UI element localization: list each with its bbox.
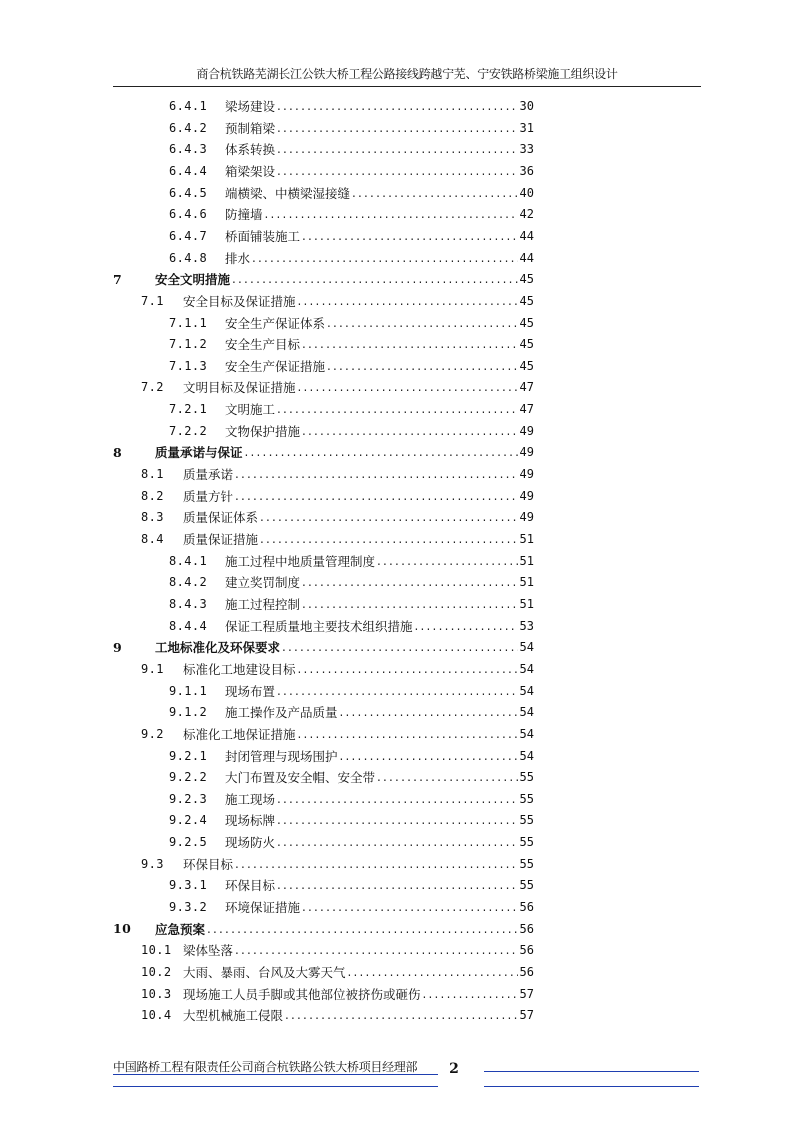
toc-entry-number: 9.3.1 [169,878,208,893]
toc-entry-number: 7 [113,271,123,287]
toc-entry-title: 应急预案 [155,921,206,937]
toc-entry-number: 10.2 [141,965,172,979]
toc-entry-page: 57 [519,1008,534,1023]
toc-leader-dots [207,922,518,936]
toc-leader-dots [252,251,518,265]
toc-entry-title: 现场布置 [225,683,276,699]
toc-entry[interactable] [169,789,534,809]
toc-leader-dots [235,943,518,957]
toc-entry-title: 现场施工人员手脚或其他部位被挤伤或砸伤 [183,986,421,1002]
toc-entry-title: 安全生产保证措施 [225,358,326,374]
toc-entry[interactable] [141,464,534,484]
toc-leader-dots [277,878,518,892]
toc-entry[interactable] [169,681,534,701]
toc-entry[interactable] [169,139,534,159]
toc-entry-number: 10.1 [141,943,172,958]
footer-rule [113,1074,438,1075]
toc-leader-dots [245,445,518,459]
toc-entry-number: 7.1.2 [169,337,208,352]
toc-entry[interactable] [113,442,534,462]
toc-leader-dots [277,684,518,698]
toc-entry-title: 文物保护措施 [225,423,301,439]
toc-entry-page: 56 [519,965,534,979]
toc-entry[interactable] [169,118,534,138]
toc-entry[interactable] [169,421,534,441]
toc-leader-dots [302,229,518,243]
toc-entry[interactable] [141,486,534,506]
toc-entry[interactable] [141,659,534,679]
toc-entry-number: 9.1.1 [169,683,208,698]
toc-entry-page: 44 [519,228,534,243]
toc-entry-page: 53 [519,618,534,633]
toc-leader-dots [282,640,518,654]
page-number: 2 [449,1061,459,1077]
toc-entry-title: 标准化工地建设目标 [183,661,296,677]
toc-entry-title: 大型机械施工侵限 [183,1008,284,1024]
toc-entry-page: 54 [519,748,534,763]
toc-entry[interactable] [113,919,534,939]
toc-entry-page: 49 [519,467,534,482]
toc-leader-dots [277,813,518,827]
toc-entry-title: 梁场建设 [225,99,276,114]
toc-entry-page: 56 [519,921,534,936]
toc-entry[interactable] [169,810,534,830]
toc-entry-page: 54 [519,661,534,676]
toc-entry[interactable] [169,334,534,354]
toc-entry-page: 55 [519,770,534,785]
toc-leader-dots [298,662,518,676]
toc-entry-title: 施工操作及产品质量 [225,705,338,721]
toc-entry-number: 7.1.1 [169,315,208,330]
toc-entry-page: 47 [519,402,534,417]
toc-entry-title: 环境保证措施 [225,900,301,916]
toc-leader-dots [327,316,518,330]
toc-entry-title: 文明施工 [225,402,276,418]
toc-entry-page: 40 [519,185,534,200]
toc-entry[interactable] [169,594,534,614]
toc-entry[interactable] [169,248,534,268]
toc-entry[interactable] [169,702,534,722]
toc-entry-number: 9 [113,639,123,655]
toc-leader-dots [298,380,518,394]
toc-entry-page: 49 [519,445,534,460]
toc-entry-page: 31 [519,120,534,135]
toc-entry[interactable] [141,962,534,982]
footer-rule [484,1086,699,1087]
document-title: 商合杭铁路芜湖长江公铁大桥工程公路接线跨越宁芜、宁安铁路桥梁施工组织设计 [196,67,618,81]
toc-leader-dots [377,554,518,568]
toc-entry-page: 45 [519,272,534,287]
toc-entry-number: 10 [113,921,132,937]
toc-leader-dots [340,749,518,763]
toc-entry-page: 45 [519,337,534,352]
toc-leader-dots [302,575,518,589]
toc-entry[interactable] [169,399,534,419]
toc-leader-dots [277,142,518,156]
toc-entry-page: 57 [519,986,534,1001]
toc-leader-dots [298,727,518,741]
toc-entry[interactable] [141,724,534,744]
toc-entry-number: 9.3 [141,856,164,871]
toc-entry-page: 42 [519,207,534,222]
toc-leader-dots [277,792,518,806]
toc-entry-number: 9.2.4 [169,813,208,828]
toc-entry-page: 55 [519,856,534,871]
toc-entry-number: 6.4.5 [169,185,208,200]
toc-entry-number: 7.2.2 [169,423,208,438]
toc-entry-page: 55 [519,791,534,806]
toc-entry-number: 9.3.2 [169,900,208,915]
toc-leader-dots [277,835,518,849]
toc-entry-page: 45 [519,315,534,330]
toc-leader-dots [277,164,518,178]
toc-leader-dots [348,965,518,979]
toc-entry-title: 体系转换 [225,142,276,158]
toc-entry-number: 6.4.2 [169,120,208,135]
toc-entry-number: 8.2 [141,488,164,503]
toc-entry-page: 51 [519,575,534,590]
toc-entry-title: 预制箱梁 [225,120,276,136]
toc-entry-number: 8.4.4 [169,618,208,633]
toc-entry-title: 防撞墙 [225,207,263,223]
toc-entry-page: 33 [519,142,534,157]
toc-entry[interactable] [169,875,534,895]
toc-entry-number: 7.1.3 [169,358,208,373]
toc-entry-title: 保证工程质量地主要技术组织措施 [225,618,413,634]
toc-entry-title: 质量保证措施 [183,532,259,547]
toc-entry[interactable] [141,377,534,397]
toc-entry[interactable] [141,529,534,549]
toc-entry-number: 6.4.6 [169,207,208,222]
toc-leader-dots [285,1008,518,1022]
toc-entry-number: 9.2.1 [169,748,208,763]
toc-leader-dots [302,597,518,611]
toc-entry-title: 环保目标 [183,856,234,872]
toc-entry-page: 49 [519,510,534,525]
toc-entry-title: 大雨、暴雨、台风及大雾天气 [183,965,346,980]
toc-leader-dots [235,489,518,503]
toc-entry-title: 现场标牌 [225,813,276,829]
toc-entry-title: 建立奖罚制度 [225,575,301,591]
toc-leader-dots [265,207,518,221]
toc-entry-number: 9.2.2 [169,770,208,785]
toc-entry-title: 梁体坠落 [183,943,234,959]
toc-entry[interactable] [141,854,534,874]
toc-entry[interactable] [169,746,534,766]
toc-leader-dots [302,900,518,914]
toc-entry[interactable] [169,767,534,787]
toc-entry[interactable] [113,269,534,289]
toc-entry-page: 51 [519,596,534,611]
toc-entry-number: 7.2 [141,380,164,395]
toc-entry-title: 质量方针 [183,488,234,504]
toc-entry[interactable] [169,572,534,592]
toc-entry-title: 箱梁架设 [225,163,276,179]
toc-entry-page: 47 [519,380,534,395]
toc-entry[interactable] [141,940,534,960]
toc-leader-dots [235,467,518,481]
toc-entry-title: 质量承诺与保证 [155,445,243,461]
toc-entry-title: 文明目标及保证措施 [183,380,296,396]
footer-rule [484,1071,699,1072]
toc-leader-dots [260,510,518,524]
toc-entry-page: 36 [519,163,534,178]
toc-entry-title: 安全文明措施 [155,272,231,288]
toc-leader-dots [298,294,518,308]
toc-entry-page: 56 [519,943,534,958]
toc-leader-dots [302,337,518,351]
toc-entry[interactable] [169,183,534,203]
toc-entry-number: 8.4.1 [169,553,208,568]
toc-entry-title: 封闭管理与现场围护 [225,748,338,764]
footer-organization: 中国路桥工程有限责任公司商合杭铁路公铁大桥项目经理部 [113,1060,418,1074]
toc-entry-page: 55 [519,878,534,893]
toc-entry[interactable] [169,313,534,333]
toc-entry-page: 54 [519,726,534,741]
toc-entry-number: 8.3 [141,510,164,525]
toc-entry-number: 9.2 [141,726,164,741]
toc-entry-title: 施工过程控制 [225,596,301,612]
toc-entry-page: 56 [519,900,534,915]
toc-entry[interactable] [169,616,534,636]
toc-entry-title: 现场防火 [225,835,276,851]
toc-entry-number: 6.4.4 [169,163,208,178]
toc-entry-title: 施工过程中地质量管理制度 [225,553,376,569]
toc-entry-page: 44 [519,250,534,265]
toc-entry-page: 51 [519,532,534,546]
toc-leader-dots [232,272,518,286]
toc-leader-dots [423,987,518,1001]
toc-entry-title: 质量保证体系 [183,510,259,526]
toc-entry-page: 30 [519,99,534,113]
toc-entry-title: 施工现场 [225,791,276,807]
toc-entry[interactable] [169,356,534,376]
toc-entry[interactable] [169,96,534,116]
toc-entry-number: 8.4.2 [169,575,208,590]
toc-leader-dots [377,770,518,784]
toc-entry-title: 桥面铺装施工 [225,228,301,244]
footer-rule [113,1086,438,1087]
toc-entry-page: 45 [519,358,534,373]
toc-entry-number: 8 [113,444,123,460]
toc-entry[interactable] [169,897,534,917]
toc-entry-number: 8.4 [141,532,164,546]
toc-entry-number: 9.1.2 [169,705,208,720]
toc-entry-number: 9.1 [141,661,164,676]
toc-leader-dots [277,99,518,113]
toc-leader-dots [277,402,518,416]
toc-entry[interactable] [169,204,534,224]
toc-entry[interactable] [113,637,534,657]
toc-entry-number: 10.4 [141,1008,172,1023]
toc-entry-number: 6.4.3 [169,142,208,157]
toc-leader-dots [340,705,518,719]
toc-entry-page: 54 [519,705,534,720]
toc-leader-dots [277,121,518,135]
toc-entry-number: 10.3 [141,986,172,1001]
toc-entry-number: 9.2.5 [169,835,208,850]
toc-entry-number: 7.2.1 [169,402,208,417]
toc-entry-title: 端横梁、中横梁湿接缝 [225,185,351,201]
toc-entry-number: 9.2.3 [169,791,208,806]
toc-entry-page: 54 [519,640,534,655]
toc-entry[interactable] [141,1005,534,1025]
toc-leader-dots [260,532,518,546]
toc-entry-page: 54 [519,683,534,698]
toc-entry[interactable] [169,832,534,852]
toc-entry-title: 大门布置及安全帽、安全带 [225,770,376,786]
toc-entry-page: 55 [519,835,534,850]
toc-leader-dots [302,424,518,438]
toc-entry[interactable] [141,984,534,1004]
toc-entry-page: 45 [519,293,534,308]
toc-entry-page: 49 [519,488,534,503]
toc-entry-title: 安全生产目标 [225,337,301,353]
toc-entry-title: 工地标准化及环保要求 [155,640,281,656]
toc-entry-page: 51 [519,553,534,568]
toc-entry-number: 6.4.1 [169,99,208,113]
page-header [113,66,701,87]
toc-entry-page: 55 [519,813,534,828]
toc-entry-title: 排水 [225,250,251,266]
toc-entry-title: 环保目标 [225,878,276,894]
toc-leader-dots [235,857,518,871]
toc-entry-number: 7.1 [141,293,164,308]
toc-entry[interactable] [141,291,534,311]
toc-entry[interactable] [169,161,534,181]
toc-leader-dots [415,619,518,633]
toc-entry-page: 49 [519,423,534,438]
toc-entry-title: 安全目标及保证措施 [183,293,296,309]
toc-entry-title: 安全生产保证体系 [225,315,326,331]
toc-leader-dots [327,359,518,373]
toc-entry[interactable] [169,551,534,571]
toc-entry-number: 8.1 [141,467,164,482]
toc-entry-number: 6.4.7 [169,228,208,243]
toc-entry-title: 标准化工地保证措施 [183,726,296,742]
toc-entry[interactable] [169,226,534,246]
toc-entry-number: 8.4.3 [169,596,208,611]
toc-entry[interactable] [141,507,534,527]
toc-entry-number: 6.4.8 [169,250,208,265]
toc-leader-dots [352,186,518,200]
toc-entry-title: 质量承诺 [183,467,234,483]
